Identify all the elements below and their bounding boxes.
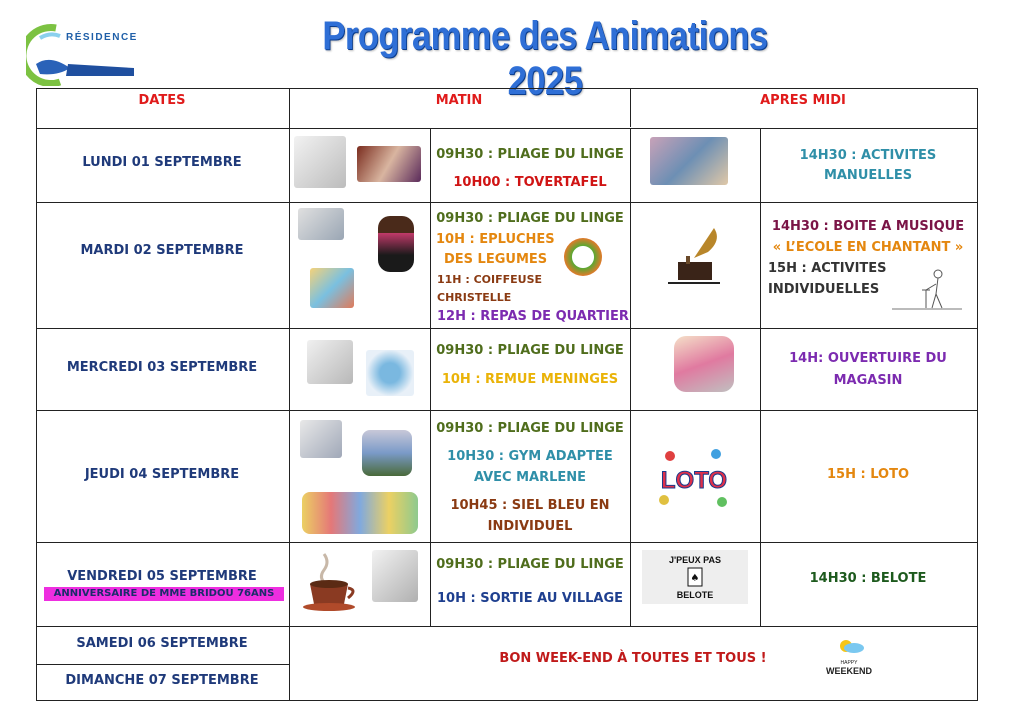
shopping-cart-image [674,336,734,392]
day-label-sunday: DIMANCHE 07 SEPTEMBRE [65,673,259,688]
tuesday-afternoon-2: « L’ECOLE EN CHANTANT » [772,240,964,255]
weekend-message: BON WEEK-END À TOUTES ET TOUS ! [499,651,767,666]
monday-afternoon-2: MANUELLES [823,168,913,183]
friday-morning-2: 10H : SORTIE AU VILLAGE [437,591,623,606]
monday-morning-1: 09H30 : PLIAGE DU LINGE [436,147,624,162]
thursday-morning-1: 09H30 : PLIAGE DU LINGE [436,421,624,436]
sun-cloud-icon [820,636,878,682]
happy-label: HAPPY [840,660,858,666]
header-dates: DATES [138,93,186,108]
thursday-morning-3: AVEC MARLENE [473,470,587,485]
tuesday-morning-2: 10H : EPLUCHES [436,232,555,247]
tuesday-morning-6: 12H : REPAS DE QUARTIER [437,309,629,324]
loto-icon [656,444,732,514]
monday-morning-2: 10H00 : TOVERTAFEL [453,175,607,190]
header-apres-midi: APRES MIDI [760,93,846,108]
tuesday-afternoon-1: 14H30 : BOITE A MUSIQUE [771,219,965,234]
header-matin: MATIN [435,93,483,108]
coffee-cup-image [302,550,360,612]
tuesday-morning-3: DES LEGUMES [444,252,548,267]
gramophone-icon [664,222,724,286]
loto-image [656,444,732,514]
friday-morning-1: 09H30 : PLIAGE DU LINGE [436,557,624,572]
thursday-morning-2: 10H30 : GYM ADAPTEE [447,449,613,464]
wednesday-morning-1: 09H30 : PLIAGE DU LINGE [436,343,624,358]
wednesday-afternoon-2: MAGASIN [833,373,903,388]
linen-folding-image [372,550,418,602]
day-label-friday: VENDREDI 05 SEPTEMBRE [67,569,257,584]
tuesday-afternoon-3: 15H : ACTIVITES [768,261,887,276]
weekend-label: WEEKEND [825,666,873,676]
wednesday-morning-2: 10H : REMUE MENINGES [441,372,619,387]
birthday-note: ANNIVERSAIRE DE MME BRIDOU 76ANS [44,587,284,601]
logo-line-2: EULALIE [82,47,139,57]
tuesday-afternoon-4: INDIVIDUELLES [768,282,880,297]
day-label-thursday: JEUDI 04 SEPTEMBRE [84,467,240,482]
crafts-activity-image [650,137,728,185]
siel-bleu-exercise-image [302,492,418,534]
linen-folding-image [294,136,346,188]
monday-afternoon-1: 14H30 : ACTIVITES [799,148,937,163]
logo-line-1: RÉSIDENCE [66,32,138,43]
loto-label: LOTO [660,467,728,494]
neighborhood-meal-image [310,268,354,308]
tuesday-morning-4: 11H : COIFFEUSE [437,273,542,286]
gym-seniors-image [362,430,412,476]
belote-image [642,550,748,604]
linen-folding-image [300,420,342,458]
gramophone-image [664,222,724,286]
residence-logo [26,24,138,86]
day-label-wednesday: MERCREDI 03 SEPTEMBRE [66,360,258,375]
hairdresser-image [378,216,414,272]
svg-text:♠: ♠ [690,573,700,584]
brain-games-image [366,350,414,396]
day-label-monday: LUNDI 01 SEPTEMBRE [82,155,242,170]
tovertafel-image [357,146,421,182]
happy-weekend-image [820,636,878,682]
vegetables-image [564,238,602,276]
belote-bottom-label: BELOTE [676,590,714,600]
page-title: Programme des Animations 2025 [322,14,768,103]
thursday-afternoon-1: 15H : LOTO [826,467,909,482]
tuesday-morning-1: 09H30 : PLIAGE DU LINGE [436,211,624,226]
belote-card-icon [642,550,748,604]
coffee-icon [302,550,360,612]
friday-afternoon-1: 14H30 : BELOTE [809,571,927,586]
linen-folding-image [307,340,353,384]
day-label-tuesday: MARDI 02 SEPTEMBRE [80,243,244,258]
belote-top-label: J'PEUX PAS [669,555,721,565]
tuesday-morning-5: CHRISTELLE [437,291,512,304]
thursday-morning-5: INDIVIDUEL [487,519,573,534]
day-label-saturday: SAMEDI 06 SEPTEMBRE [76,636,248,651]
walker-sketch-image [892,266,962,310]
walker-icon [892,266,962,310]
linen-folding-image [298,208,344,240]
wednesday-afternoon-1: 14H: OUVERTUIRE DU [789,351,947,366]
thursday-morning-4: 10H45 : SIEL BLEU EN [450,498,610,513]
